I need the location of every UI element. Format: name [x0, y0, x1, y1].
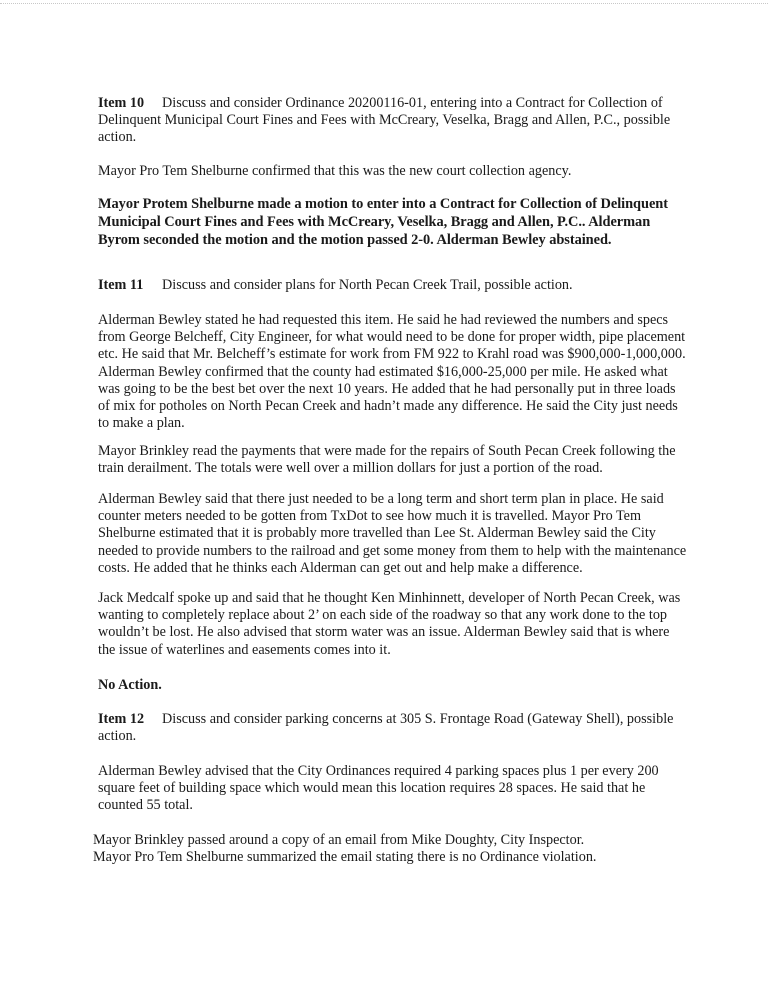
- scan-edge-line: [0, 3, 768, 4]
- paragraph: Alderman Bewley said that there just needed to be a long term and short term plan in place. He said counter meters needed to be gotten from TxDot to see how much it is travelled. Mayor Pro Tem Shelburne estimated that it is probably more travelled than Lee St. Alderman Bewley said the City needed to provide numbers to the railroad and get some money from them to help with the maintenance costs. He added that he thinks each Alderman can get out and help make a difference.: [98, 491, 687, 576]
- agenda-item-11: [98, 277, 690, 294]
- paragraph: Alderman Bewley stated he had requested this item. He said he had reviewed the numbers and specs from George Belcheff, City Engineer, for what would need to be done for proper width, pipe placement etc. He said that Mr. Belcheff’s estimate for work from FM 922 to Krahl road was $900,000-1,000,000. Alderman Bewley confirmed that the county had estimated $16,000-25,000 per mile. He asked what was going to be the best bet over the next 10 years. He added that he had personally put in three loads of mix for potholes on North Pecan Creek and hadn’t made any difference. He said the City just needs to make a plan.: [98, 312, 686, 432]
- paragraph: Alderman Bewley advised that the City Ordinances required 4 parking spaces plus 1 per every 200 square feet of building space which would mean this location requires 28 spaces. He said that he counted 55 total.: [98, 763, 659, 814]
- paragraph: Mayor Pro Tem Shelburne summarized the email stating there is no Ordinance violation.: [93, 849, 597, 865]
- paragraph: Mayor Brinkley read the payments that were made for the repairs of South Pecan Creek following the train derailment. The totals were well over a million dollars for just a portion of the road.: [98, 443, 676, 477]
- item-description: Discuss and consider parking concerns at 305 S. Frontage Road (Gateway Shell), possible action.: [98, 711, 674, 745]
- paragraph: Jack Medcalf spoke up and said that he thought Ken Minhinnett, developer of North Pecan Creek, was wanting to completely replace about 2’ on each side of the roadway so that any work done to the top wouldn’t be lost. He also advised that storm water was an issue. Alderman Bewley said that is where the issue of waterlines and easements comes into it.: [98, 590, 681, 658]
- item-label: Item 12: [98, 711, 145, 727]
- item-label: Item 11: [98, 277, 144, 293]
- item-description: Discuss and consider Ordinance 20200116-01, entering into a Contract for Collection of Delinquent Municipal Court Fines and Fees with McCreary, Veselka, Bragg and Allen, P.C., possible action.: [98, 95, 671, 146]
- paragraph: Mayor Brinkley passed around a copy of an email from Mike Doughty, City Inspector.: [93, 832, 585, 848]
- item-label: Item 10: [98, 95, 145, 111]
- agenda-item-10: [98, 95, 690, 147]
- item-description: Discuss and consider plans for North Pecan Creek Trail, possible action.: [162, 277, 573, 293]
- action-result: No Action.: [98, 677, 162, 693]
- paragraph: Mayor Pro Tem Shelburne confirmed that this was the new court collection agency.: [98, 163, 572, 179]
- agenda-item-12: [98, 711, 690, 745]
- motion-text: Mayor Protem Shelburne made a motion to enter into a Contract for Collection of Delinquent Municipal Court Fines and Fees with McCreary, Veselka, Bragg and Allen, P.C.. Alderman Byrom seconded the motion and the motion passed 2-0. Alderman Bewley abstained.: [98, 196, 668, 248]
